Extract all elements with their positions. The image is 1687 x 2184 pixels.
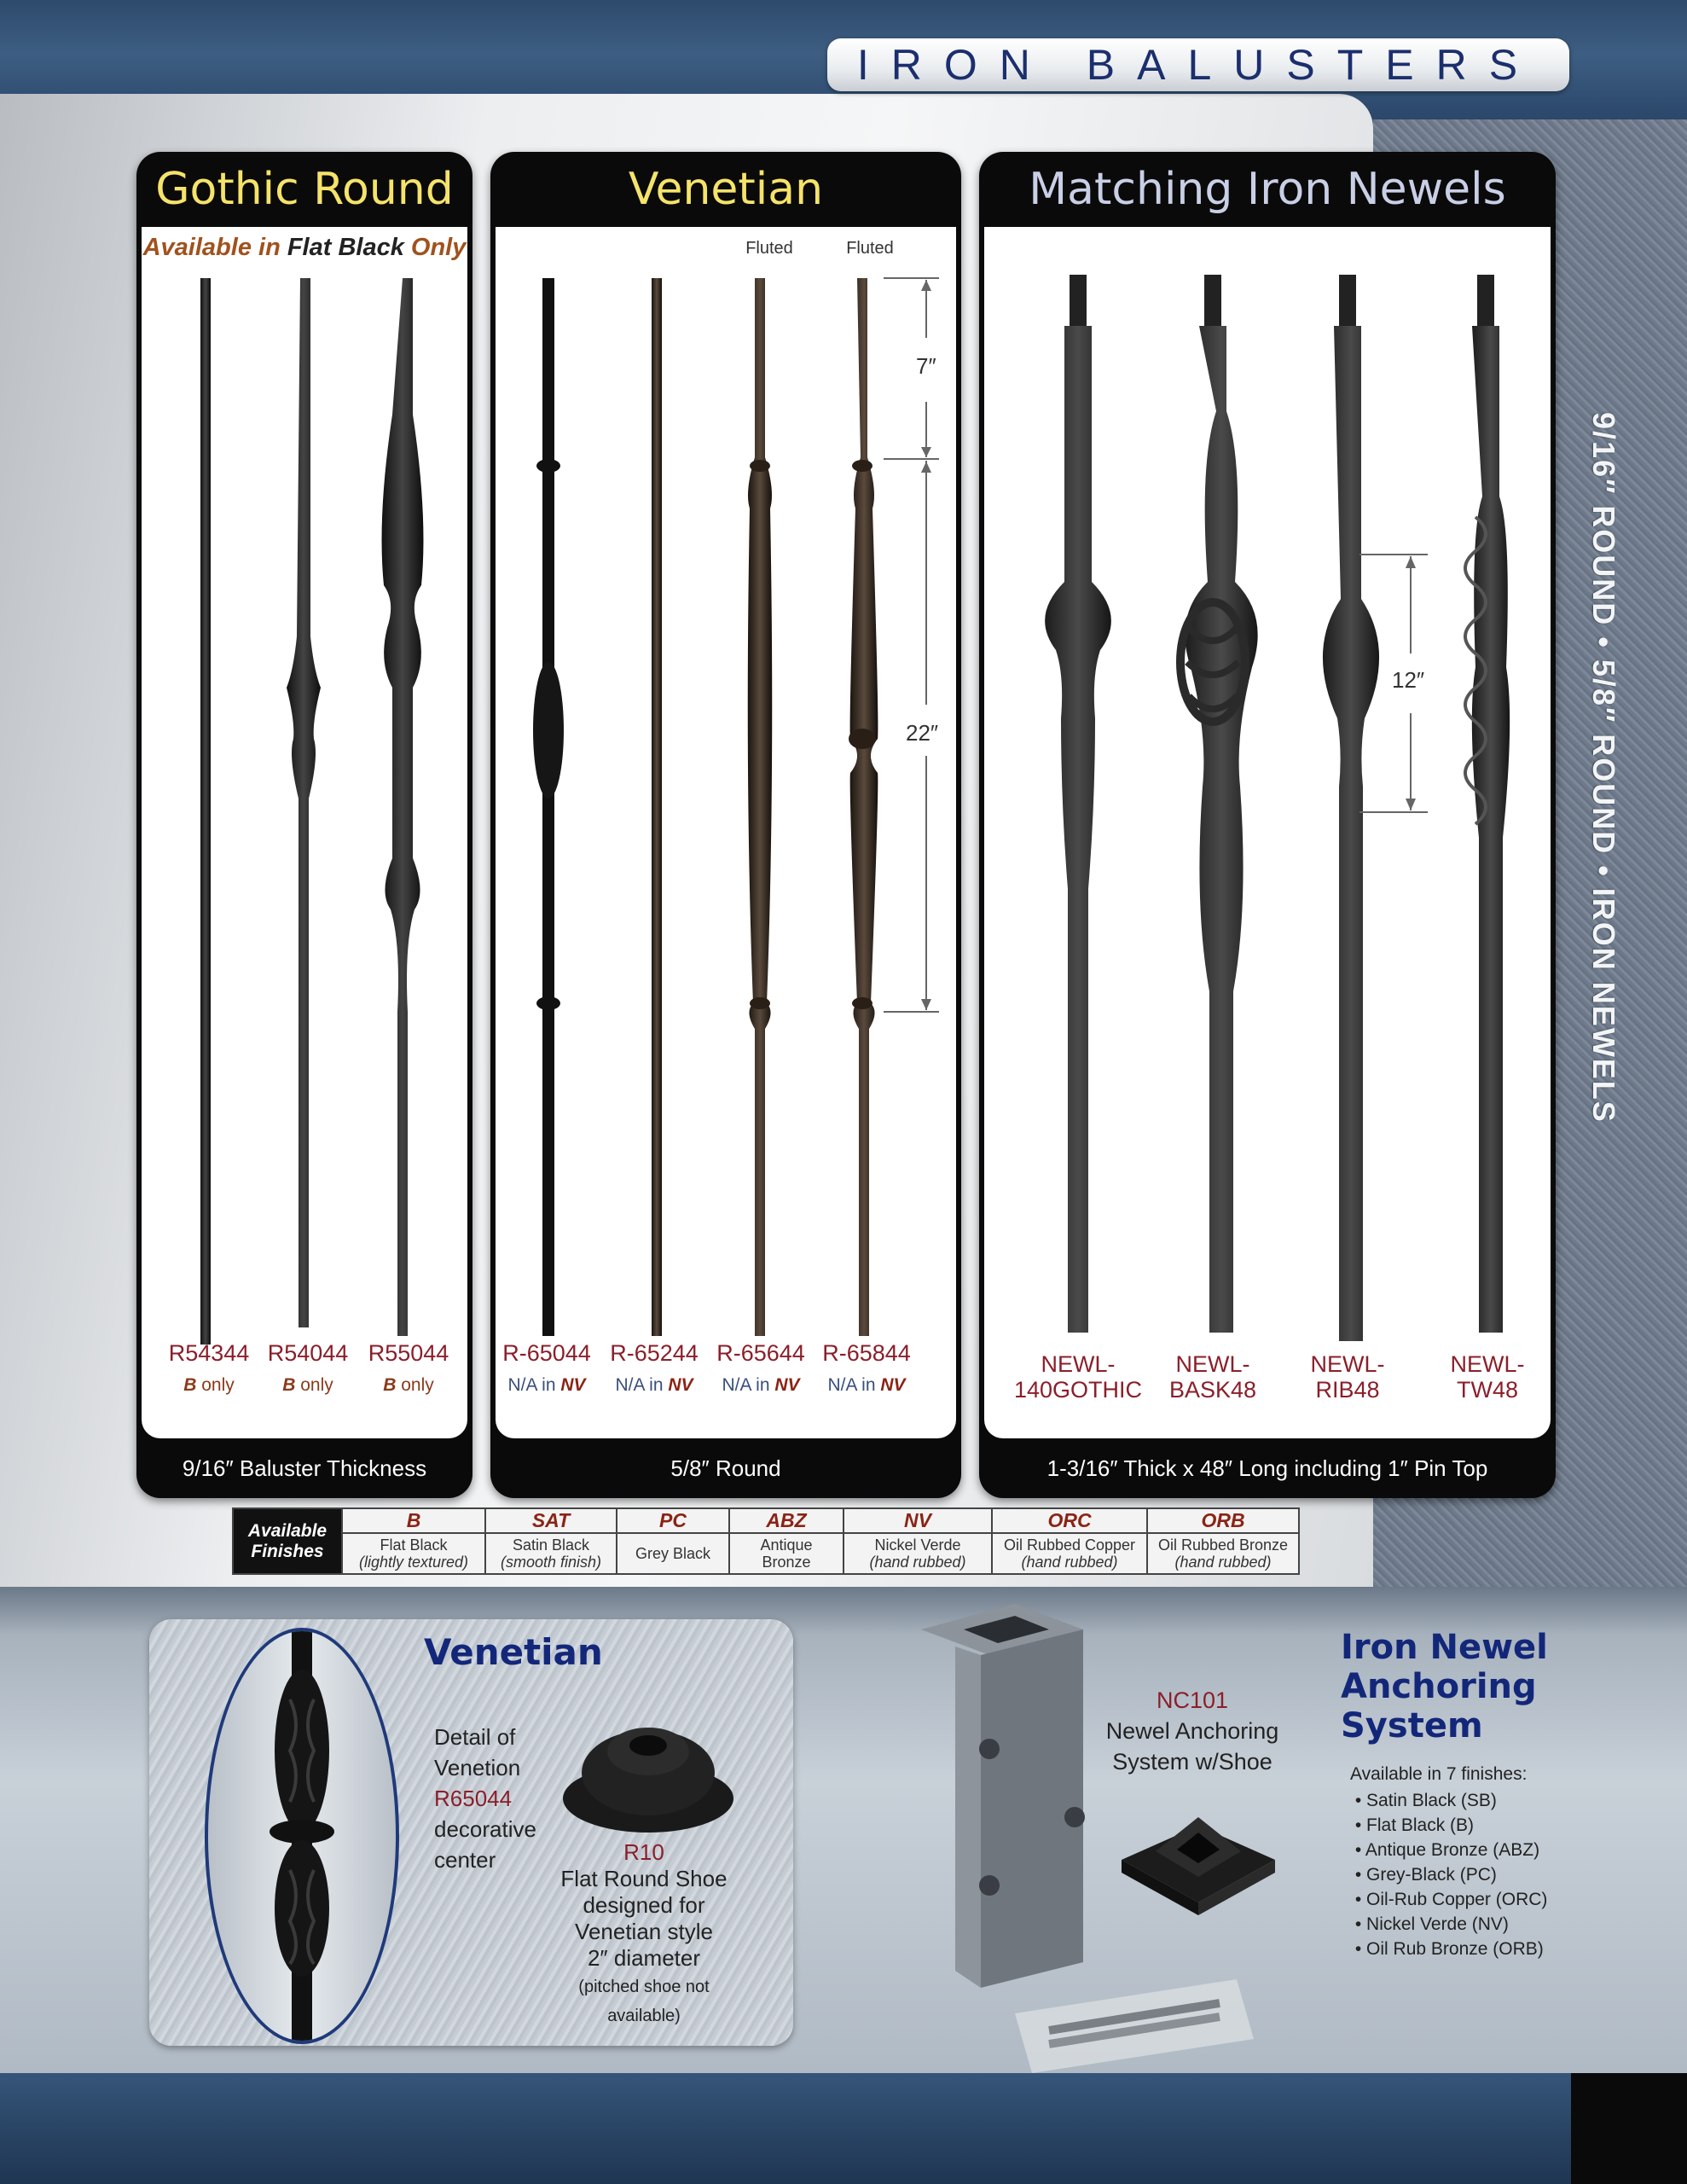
newels-header	[979, 152, 1556, 227]
shoe-note: (pitched shoe not available)	[578, 1978, 710, 2025]
fluted-label-2: Fluted	[846, 239, 894, 258]
gothic-footer	[136, 1438, 472, 1498]
venetian-na-2	[599, 1375, 710, 1396]
anchoring-title-line1: Iron Newel	[1341, 1628, 1548, 1667]
avail-suffix: Only	[410, 234, 467, 261]
nc101-label	[1090, 1685, 1295, 1777]
gothic-code-1: R54344	[168, 1340, 250, 1366]
finish-desc-line2: (hand rubbed)	[1021, 1554, 1118, 1571]
newel-code-line1: NEWL-	[1450, 1351, 1525, 1377]
finish-desc-line2: (smooth finish)	[500, 1554, 602, 1571]
shoe-line4: 2″ diameter	[587, 1945, 701, 1971]
finish-desc-line1: Oil Rubbed Copper	[1003, 1536, 1136, 1554]
page-title: IRON BALUSTERS	[856, 41, 1540, 89]
finish-desc-line2: (hand rubbed)	[869, 1554, 966, 1571]
list-item: • Nickel Verde (NV)	[1350, 1914, 1509, 1934]
finish-desc-line1: Grey Black	[635, 1545, 711, 1562]
finishes-header-line1: Available	[247, 1520, 328, 1541]
finish-code: B	[282, 1375, 296, 1395]
venetian-header	[490, 152, 961, 227]
newels-body	[984, 227, 1551, 1438]
shoe-text	[542, 1839, 746, 2030]
detail-line3: decorative	[434, 1816, 536, 1842]
na-text: N/A in	[827, 1375, 876, 1395]
newel-images	[984, 227, 1551, 1362]
finish-code: B	[183, 1375, 197, 1395]
gothic-title: Gothic Round	[155, 164, 454, 215]
finish-desc-abz	[729, 1533, 844, 1574]
venetian-detail-text	[434, 1722, 536, 1875]
venetian-na-3	[705, 1375, 816, 1396]
finish-text: only	[201, 1375, 235, 1395]
finish-desc-line1: Satin Black	[512, 1536, 590, 1554]
venetian-code-1: R-65044	[502, 1340, 591, 1366]
newel-code-3	[1275, 1351, 1420, 1403]
list-item: • Oil-Rub Copper (ORC)	[1350, 1890, 1548, 1909]
list-item-text: Grey-Black (PC)	[1366, 1865, 1497, 1885]
finish-desc-line1: Nickel Verde	[874, 1536, 961, 1554]
venetian-na-1	[491, 1375, 602, 1396]
shoe-image	[559, 1705, 738, 1841]
newel-code-2	[1140, 1351, 1285, 1403]
list-item-text: Nickel Verde (NV)	[1366, 1914, 1509, 1934]
venetian-detail-card	[149, 1619, 793, 2046]
finish-desc-line1: Antique	[760, 1536, 813, 1554]
venetian-footer-text: 5/8″ Round	[670, 1455, 781, 1481]
gothic-finish-3	[353, 1375, 464, 1396]
newel-code-line2: RIB48	[1315, 1377, 1380, 1403]
corner-block	[1571, 2073, 1687, 2184]
dim-22in: 22″	[906, 720, 939, 746]
venetian-footer	[490, 1438, 961, 1498]
na-text: N/A in	[722, 1375, 770, 1395]
list-item-text: Antique Bronze (ABZ)	[1365, 1840, 1540, 1860]
nc-code: NC101	[1156, 1687, 1229, 1713]
shoe-line1: Flat Round Shoe	[560, 1866, 728, 1891]
finish-desc-line1: Oil Rubbed Bronze	[1157, 1536, 1289, 1554]
finish-desc-pc	[617, 1533, 729, 1574]
venetian-detail-title: Venetian	[424, 1631, 603, 1673]
venetian-body	[496, 227, 956, 1438]
finish-desc-b	[342, 1533, 485, 1574]
detail-line2: Venetion	[434, 1755, 521, 1780]
finishes-header	[233, 1508, 342, 1574]
newel-code-4	[1415, 1351, 1560, 1403]
list-item-text: Flat Black (B)	[1366, 1815, 1475, 1835]
newel-code-line2: BASK48	[1168, 1377, 1257, 1403]
finish-code-b: B	[342, 1508, 485, 1533]
na-text: N/A in	[615, 1375, 664, 1395]
anchoring-title-line3: System	[1341, 1706, 1483, 1745]
na-text: N/A in	[507, 1375, 556, 1395]
gothic-body	[142, 227, 467, 1438]
nc-line2: System w/Shoe	[1112, 1749, 1272, 1774]
finish-desc-line2: Bronze	[762, 1554, 811, 1571]
venetian-panel	[490, 152, 961, 1498]
venetian-detail-image	[208, 1631, 396, 2041]
na-code: NV	[560, 1375, 586, 1395]
finish-code: B	[383, 1375, 397, 1395]
newel-code-1	[1006, 1351, 1151, 1403]
finish-code-pc: PC	[617, 1508, 729, 1533]
venetian-detail-oval	[205, 1628, 399, 2044]
list-item: • Grey-Black (PC)	[1350, 1865, 1497, 1885]
newels-footer-text: 1-3/16″ Thick x 48″ Long including 1″ Pin Top	[1046, 1455, 1488, 1481]
finish-code-sat: SAT	[485, 1508, 617, 1533]
venetian-title: Venetian	[628, 164, 824, 215]
anchor-bolts-image	[1015, 1979, 1254, 2073]
side-tag-text: 9/16″ ROUND • 5/8″ ROUND • IRON NEWELS	[1586, 412, 1621, 1124]
finish-desc-orc	[992, 1533, 1147, 1574]
anchor-shoe-image	[1113, 1809, 1284, 1920]
venetian-na-4	[811, 1375, 922, 1396]
venetian-code-3: R-65644	[716, 1340, 805, 1366]
avail-prefix: Available in	[142, 234, 281, 261]
gothic-footer-text: 9/16″ Baluster Thickness	[182, 1455, 427, 1481]
detail-line4: center	[434, 1847, 496, 1873]
footer-background	[0, 2073, 1687, 2184]
finish-text: only	[401, 1375, 434, 1395]
list-item-text: Satin Black (SB)	[1366, 1791, 1497, 1810]
finish-code-orb: ORB	[1147, 1508, 1299, 1533]
anchoring-title-line2: Anchoring	[1341, 1667, 1537, 1706]
gothic-baluster-images	[142, 227, 467, 1362]
nc-line1: Newel Anchoring	[1105, 1718, 1279, 1744]
newel-code-line2: 140GOTHIC	[1013, 1377, 1143, 1403]
finish-desc-line2: (lightly textured)	[358, 1554, 469, 1571]
gothic-finish-2	[252, 1375, 363, 1396]
list-item-text: Oil Rub Bronze (ORB)	[1366, 1939, 1544, 1959]
newel-code-line1: NEWL-	[1175, 1351, 1250, 1377]
gothic-finish-1	[154, 1375, 264, 1396]
finish-desc-nv	[844, 1533, 992, 1574]
anchoring-finishes	[1350, 1762, 1547, 1961]
avail-finish: Flat Black	[287, 234, 404, 261]
list-item: • Flat Black (B)	[1350, 1815, 1475, 1835]
finish-desc-orb	[1147, 1533, 1299, 1574]
finishes-header-line2: Finishes	[251, 1541, 324, 1561]
venetian-code-2: R-65244	[610, 1340, 699, 1366]
detail-line1: Detail of	[434, 1724, 516, 1750]
newel-code-line1: NEWL-	[1041, 1351, 1116, 1377]
newel-code-line2: TW48	[1456, 1377, 1518, 1403]
gothic-header	[136, 152, 472, 227]
anchoring-intro: Available in 7 finishes:	[1350, 1764, 1528, 1784]
list-item: • Oil Rub Bronze (ORB)	[1350, 1939, 1544, 1959]
page-title-bar	[827, 38, 1569, 91]
gothic-panel	[136, 152, 472, 1498]
finish-desc-line1: Flat Black	[380, 1536, 448, 1554]
anchor-post-image	[913, 1604, 1117, 2013]
newels-panel	[979, 152, 1556, 1498]
finish-desc-sat	[485, 1533, 617, 1574]
gothic-code-2: R54044	[267, 1340, 349, 1366]
venetian-code-4: R-65844	[822, 1340, 911, 1366]
finish-code-abz: ABZ	[729, 1508, 844, 1533]
list-item: • Antique Bronze (ABZ)	[1350, 1840, 1540, 1860]
fluted-label-1: Fluted	[745, 239, 793, 258]
list-item-text: Oil-Rub Copper (ORC)	[1366, 1890, 1548, 1909]
shoe-line3: Venetian style	[575, 1919, 713, 1944]
anchoring-title	[1341, 1628, 1548, 1745]
finish-desc-line2: (hand rubbed)	[1174, 1554, 1272, 1571]
shoe-line2: designed for	[583, 1892, 705, 1918]
gothic-code-3: R55044	[368, 1340, 449, 1366]
list-item: • Satin Black (SB)	[1350, 1791, 1497, 1810]
finish-code-orc: ORC	[992, 1508, 1147, 1533]
newels-title: Matching Iron Newels	[1029, 164, 1506, 215]
detail-code: R65044	[434, 1786, 513, 1811]
venetian-baluster-images	[496, 227, 956, 1362]
finish-code-nv: NV	[844, 1508, 992, 1533]
na-code: NV	[668, 1375, 693, 1395]
shoe-code: R10	[623, 1839, 664, 1865]
na-code: NV	[774, 1375, 800, 1395]
newel-code-line1: NEWL-	[1310, 1351, 1385, 1377]
na-code: NV	[880, 1375, 906, 1395]
dim-7in: 7″	[916, 353, 936, 379]
dim-12in: 12″	[1392, 667, 1425, 693]
newels-footer	[979, 1438, 1556, 1498]
finish-text: only	[300, 1375, 333, 1395]
side-tag	[1569, 384, 1638, 1152]
finishes-table	[232, 1507, 1300, 1575]
